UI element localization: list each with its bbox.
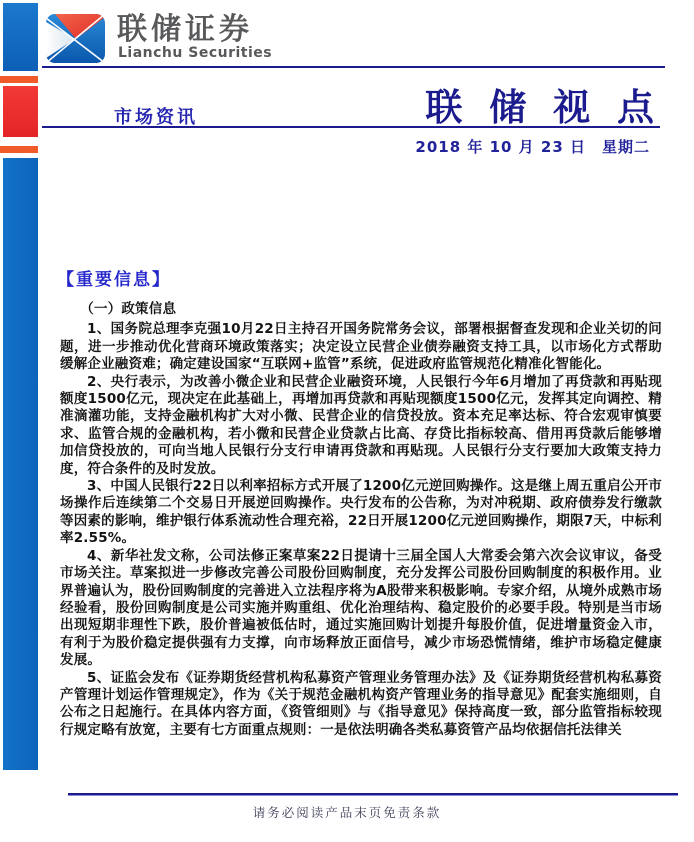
subsection-policy-info: （一）政策信息 <box>80 301 177 317</box>
footer-disclaimer: 请务必阅读产品末页免责条款 <box>252 805 442 820</box>
policy-paragraph-5: 5、证监会发布《证券期货经营机构私募资产管理业务管理办法》及《证券期货经营机构私募资产管理计划运作管理规定》，作为《关于规范金融机构资产管理业务的指导意见》配套实施细则，自公布之日起施行。在具体内容方面，《资管细则》与《指导意见》保持高度一致，部分监管指标较现行规定略有放宽，主要有七方面重点规则：一是依法明确各类私募资管产品均依据信托法律关 <box>60 669 662 738</box>
sidebar-accent-strip-orange-1 <box>0 76 38 83</box>
policy-paragraph-2: 2、央行表示，为改善小微企业和民营企业融资环境，人民银行今年6月增加了再贷款和再贴现额度1500亿元，现决定在此基础上，再增加再贷款和再贴现额度1500亿元，发挥其定向调控、精准滴灌功能，支持金融机构扩大对小微、民营企业的信贷投放。资本充足率达标、符合宏观审慎要求、监管合规的金融机构，若小微和民营企业贷款占比高、存贷比指标较高、借用再贷款后能够增加信贷投放的，可向当地人民银行分支行申请再贷款和再贴现。人民银行分支行要加大政策支持力度，符合条件的及时发放。 <box>60 373 662 477</box>
footer-rule <box>68 793 678 796</box>
page-title: 联 储 视 点 <box>425 85 656 129</box>
report-body <box>60 301 662 739</box>
company-name-en: Lianchu Securities <box>118 45 273 61</box>
company-name-cn: 联储证券 <box>117 12 253 47</box>
lianchu-logo-icon <box>46 14 105 63</box>
policy-paragraph-3: 3、中国人民银行22日以利率招标方式开展了1200亿元逆回购操作。这是继上周五重启公开市场操作后连续第二个交易日开展逆回购操作。央行发布的公告称，为对冲税期、政府债券发行缴款等因素的影响，维护银行体系流动性合理充裕，22日开展1200亿元逆回购操作，期限7天，中标利率2.55%。 <box>60 478 662 547</box>
sidebar-accent-bar-blue-main <box>3 158 38 770</box>
sidebar-accent-bar-red <box>3 86 38 137</box>
header-rule-top <box>42 66 665 68</box>
policy-paragraph-4: 4、新华社发文称，公司法修正案草案22日提请十三届全国人大常委会第六次会议审议，备受市场关注。草案拟进一步修改完善公司股份回购制度，充分发挥公司股份回购制度的积极作用。业界普遍认为，股份回购制度的完善进入立法程序将为A股带来积极影响。专家介绍，从境外成熟市场经验看，股份回购制度是公司实施并购重组、优化治理结构、稳定股价的必要手段。特别是当市场出现短期非理性下跌，股价普遍被低估时，通过实施回购计划提升每股价值，促进增量资金入市，有利于为股价稳定提供强有力支撑，向市场释放正面信号，减少市场恐慌情绪，维护市场稳定健康发展。 <box>60 547 662 669</box>
sidebar-accent-strip-orange-2 <box>0 146 38 153</box>
doc-type-label: 市场资讯 <box>114 107 198 128</box>
section-header-important-info: 【重要信息】 <box>57 270 171 290</box>
sidebar-accent-bar-blue-top <box>3 3 38 71</box>
policy-paragraph-1: 1、国务院总理李克强10月22日主持召开国务院常务会议，部署根据督查发现和企业关切的问题，进一步推动优化营商环境政策落实；决定设立民营企业债券融资支持工具，以市场化方式帮助缓解企业融资难；确定建设国家“互联网+监管”系统，促进政府监管规范化精准化智能化。 <box>60 321 662 373</box>
report-date: 2018 年 10 月 23 日 星期二 <box>415 138 650 156</box>
